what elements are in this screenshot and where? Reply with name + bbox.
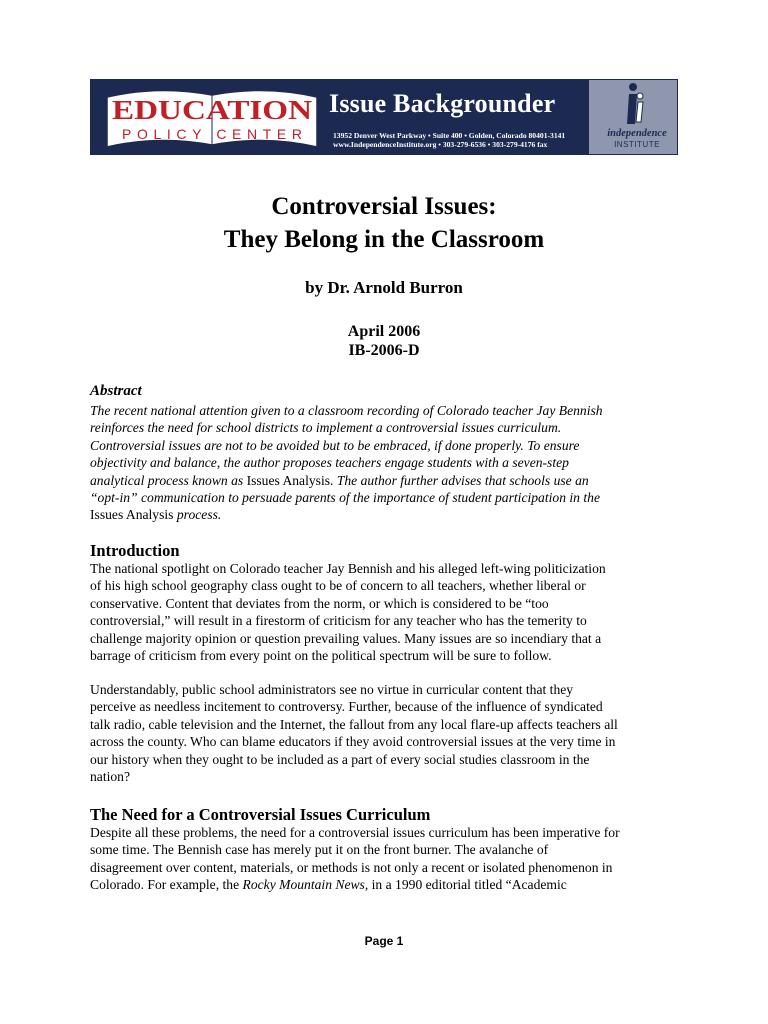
abstract-body [90, 402, 690, 524]
logo-word-top: EDUCATION [112, 95, 313, 125]
org-name: independence [607, 128, 667, 139]
paragraph-line: barrage of criticism from every point on the political spectrum will be sure to follow. [90, 648, 552, 664]
document-id: IB-2006-D [348, 342, 420, 359]
paragraph-line: conservative. Content that deviates from the norm, or which is considered to be “too [90, 595, 549, 611]
header-banner [90, 79, 678, 155]
paragraph-line: Understandably, public school administrators see no virtue in curricular content that they [90, 682, 574, 697]
education-policy-center-logo [101, 83, 323, 151]
paragraph-line: our history when they ought to be included as a part of every social studies classroom in the [90, 751, 590, 767]
address-line: 13952 Denver West Parkway • Suite 400 • Golden, Colorado 80401-3141 [333, 131, 566, 140]
paragraph-line: disagreement over content, materials, or methods is not only a recent or isolated phenomenon in [90, 859, 613, 875]
abstract-line: reinforces the need for school districts to implement a controversial issues curriculum. [90, 420, 562, 436]
publication-title: Rocky Mountain News [242, 877, 365, 893]
introduction-paragraph-1 [90, 560, 690, 664]
page-number: Page 1 [364, 934, 404, 948]
paragraph-line: talk radio, cable television and the Internet, the fallout from any local flare-up affects teachers all [90, 716, 618, 732]
issues-analysis-term: Issues Analysis. [246, 472, 334, 488]
paragraph-line: Colorado. For example, the Rocky Mountain News, in a 1990 editorial titled “Academic [90, 877, 567, 893]
logo-word-bottom: POLICY CENTER [122, 126, 302, 142]
abstract-line: Issues Analysis process. [90, 507, 222, 523]
introduction-heading: Introduction [90, 541, 180, 560]
paragraph-line: challenge majority opinion or question prevailing values. Many issues are so incendiary that a [90, 630, 602, 646]
paragraph-line: some time. The Bennish case has merely put it on the front burner. The avalanche of [90, 842, 549, 858]
contact-line: www.IndependenceInstitute.org • 303-279-6536 • 303-279-4176 fax [333, 140, 548, 149]
abstract-line: The recent national attention given to a classroom recording of Colorado teacher Jay Bennish [90, 403, 603, 418]
abstract-line: Controversial issues are not to be avoided but to be embraced, if done properly. To ensure [90, 437, 580, 453]
paragraph-line: Despite all these problems, the need for a controversial issues curriculum has been imperative for [90, 825, 620, 840]
abstract-heading: Abstract [90, 383, 142, 399]
document-title-line2: They Belong in the Classroom [223, 226, 545, 253]
abstract-line: objectivity and balance, the author proposes teachers engage students with a seven-step [90, 455, 569, 471]
paragraph-line: of his high school geography class ought to be of concern to all teachers, whether liberal or [90, 578, 586, 594]
paragraph-line: nation? [90, 769, 131, 785]
need-section-paragraph [90, 824, 690, 894]
issues-analysis-term: Issues Analysis [90, 507, 174, 523]
independence-institute-icon [621, 82, 647, 128]
document-title-line1: Controversial Issues: [271, 193, 497, 220]
series-title: Issue Backgrounder [329, 89, 556, 118]
abstract-line: analytical process known as Issues Analysis. The author further advises that schools use an [90, 472, 589, 488]
paragraph-line: across the county. Who can blame educators if they avoid controversial issues at the very time in [90, 734, 616, 750]
paragraph-line: perceive as needless incitement to controversy. Further, because of the influence of syndicated [90, 699, 603, 715]
document-date: April 2006 [347, 323, 421, 340]
abstract-line: “opt-in” communication to persuade parents of the importance of student participation in the [90, 490, 600, 506]
introduction-paragraph-2 [90, 681, 690, 785]
paragraph-line: controversial,” will result in a firestorm of criticism for any teacher who has the temerity to [90, 613, 587, 629]
contact-block [333, 131, 565, 149]
org-sub: INSTITUTE [614, 140, 660, 149]
byline: by Dr. Arnold Burron [305, 278, 463, 297]
need-section-heading: The Need for a Controversial Issues Curriculum [90, 805, 431, 824]
paragraph-line: The national spotlight on Colorado teacher Jay Bennish and his alleged left-wing politicization [90, 561, 606, 576]
